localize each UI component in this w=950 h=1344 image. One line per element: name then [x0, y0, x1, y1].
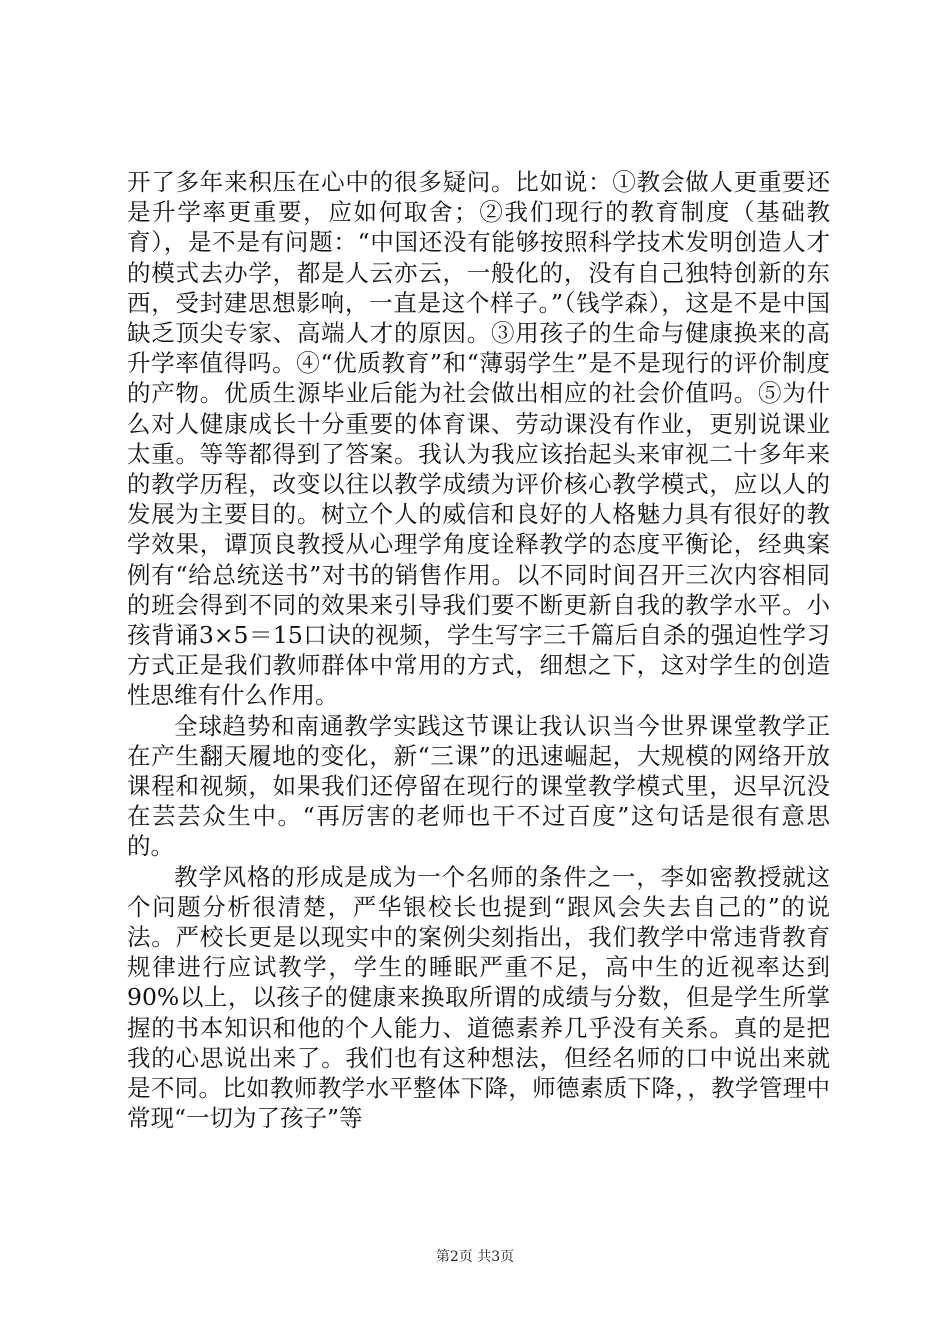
- page-number-footer: 第2页 共3页: [435, 1249, 515, 1265]
- document-body: [127, 167, 830, 1134]
- paragraph-2: 全球趋势和南通教学实践这节课让我认识当今世界课堂教学正在产生翻天履地的变化，新“三课”的迅速崛起，大规模的网络开放课程和视频，如果我们还停留在现行的课堂教学模式里，迟早沉没在芸芸众生中。“再厉害的老师也干不过百度”这句话是很有意思的。: [127, 711, 830, 861]
- paragraph-1: 开了多年来积压在心中的很多疑问。比如说：①教会做人更重要还是升学率更重要，应如何取舍；②我们现行的教育制度（基础教育），是不是有问题：“中国还没有能够按照科学技术发明创造人才的模式去办学，都是人云亦云，一般化的，没有自己独特创新的东西，受封建思想影响，一直是这个样子。”（钱学森），这是不是中国缺乏顶尖专家、高端人才的原因。③用孩子的生命与健康换来的高升学率值得吗。④“优质教育”和“薄弱学生”是不是现行的评价制度的产物。优质生源毕业后能为社会做出相应的社会价值吗。⑤为什么对人健康成长十分重要的体育课、劳动课没有作业，更别说课业太重。等等都得到了答案。我认为我应该抬起头来审视二十多年来的教学历程，改变以往以教学成绩为评价核心教学模式，应以人的发展为主要目的。树立个人的威信和良好的人格魅力具有很好的教学效果，谭顶良教授从心理学角度诠释教学的态度平衡论，经典案例有“给总统送书”对书的销售作用。以不同时间召开三次内容相同的班会得到不同的效果来引导我们要不断更新自我的教学水平。小孩背诵3×5＝15口诀的视频，学生写字三千篇后自杀的强迫性学习方式正是我们教师群体中常用的方式，细想之下，这对学生的创造性思维有什么作用。: [127, 168, 830, 710]
- paragraph-3: 教学风格的形成是成为一个名师的条件之一，李如密教授就这个问题分析很清楚，严华银校长也提到“跟风会失去自己的”的说法。严校长更是以现实中的案例尖刻指出，我们教学中常违背教育规律进行应试教学，学生的睡眠严重不足，高中生的近视率达到90%以上，以孩子的健康来换取所谓的成绩与分数，但是学生所掌握的书本知识和他的个人能力、道德素养几乎没有关系。真的是把我的心思说出来了。我们也有这种想法，但经名师的口中说出来就是不同。比如教师教学水平整体下降，师德素质下降，，教学管理中常现“一切为了孩子”等: [127, 862, 830, 1133]
